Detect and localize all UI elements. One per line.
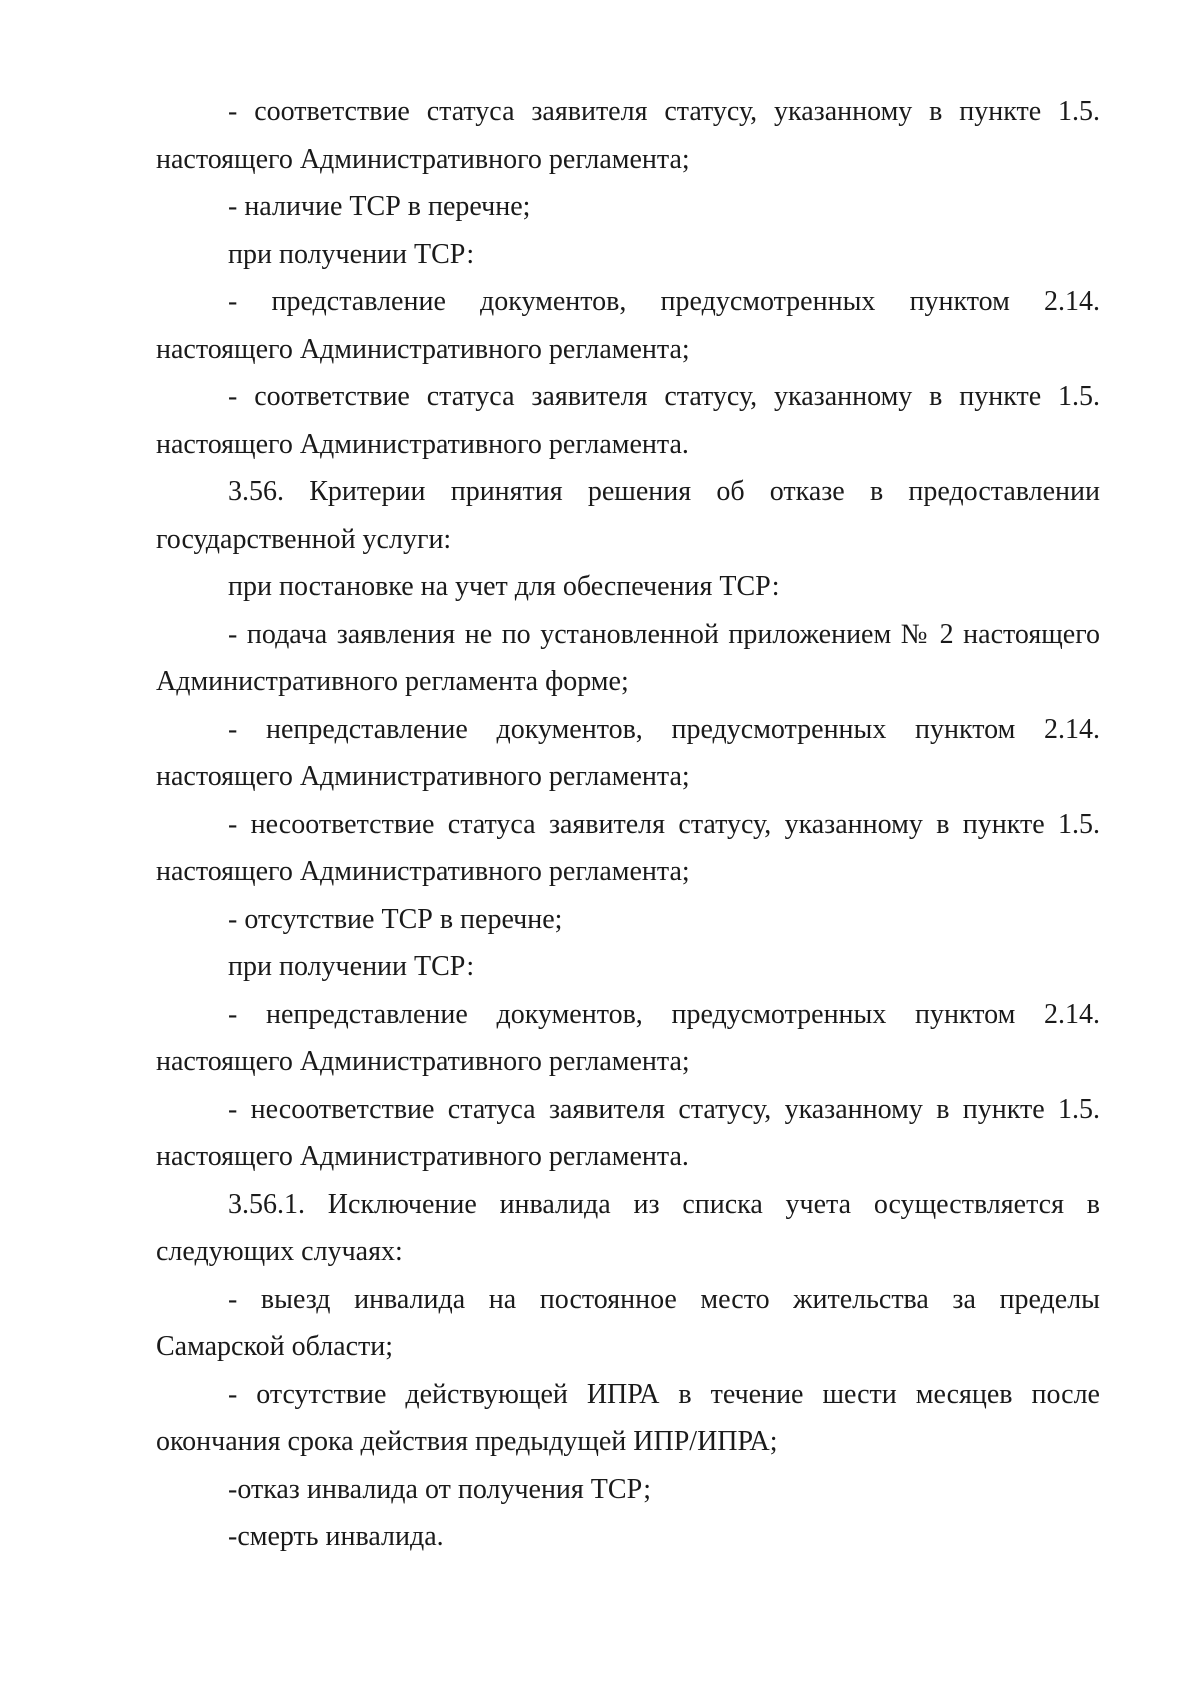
paragraph-no-valid-ipra: - отсутствие действующей ИПРА в течение шести месяцев после окончания срока действия предыдущей ИПР/ИПРА; — [156, 1378, 1100, 1457]
paragraph-on-receipt-heading-2: при получении ТСР: — [228, 951, 475, 982]
paragraph-on-receipt-heading-1: при получении ТСР: — [228, 238, 475, 270]
paragraph-status-mismatch-2: - несоответствие статуса заявителя статусу, указанному в пункте 1.5. настоящего Административного регламента. — [156, 1093, 1100, 1172]
paragraph-wrong-form: - подача заявления не по установленной приложением № 2 настоящего Административного регламента форме; — [156, 618, 1100, 697]
paragraph-documents-missing-1: - непредставление документов, предусмотренных пунктом 2.14. настоящего Административного регламента; — [156, 713, 1100, 792]
paragraph-documents-provided: - представление документов, предусмотренных пунктом 2.14. настоящего Административного регламента; — [156, 286, 1100, 365]
paragraph-death: -смерть инвалида. — [228, 1521, 444, 1552]
paragraph-status-match-2: - соответствие статуса заявителя статусу, указанному в пункте 1.5. настоящего Административного регламента. — [156, 381, 1100, 460]
paragraph-section-3-56: 3.56. Критерии принятия решения об отказе в предоставлении государственной услуги: — [156, 476, 1100, 555]
paragraph-status-match-1: - соответствие статуса заявителя статусу, указанному в пункте 1.5. настоящего Административного регламента; — [156, 96, 1100, 175]
paragraph-tsr-in-list: - наличие ТСР в перечне; — [228, 191, 531, 222]
paragraph-section-3-56-1: 3.56.1. Исключение инвалида из списка учета осуществляется в следующих случаях: — [156, 1188, 1100, 1267]
document-body — [156, 88, 1100, 1561]
paragraph-refusal: -отказ инвалида от получения ТСР; — [228, 1473, 651, 1505]
paragraph-relocation: - выезд инвалида на постоянное место жительства за пределы Самарской области; — [156, 1283, 1100, 1362]
paragraph-registration-heading: при постановке на учет для обеспечения ТСР: — [228, 571, 780, 602]
paragraph-tsr-not-in-list: - отсутствие ТСР в перечне; — [228, 903, 563, 935]
paragraph-status-mismatch-1: - несоответствие статуса заявителя статусу, указанному в пункте 1.5. настоящего Административного регламента; — [156, 808, 1100, 887]
paragraph-documents-missing-2: - непредставление документов, предусмотренных пунктом 2.14. настоящего Административного регламента; — [156, 998, 1100, 1077]
